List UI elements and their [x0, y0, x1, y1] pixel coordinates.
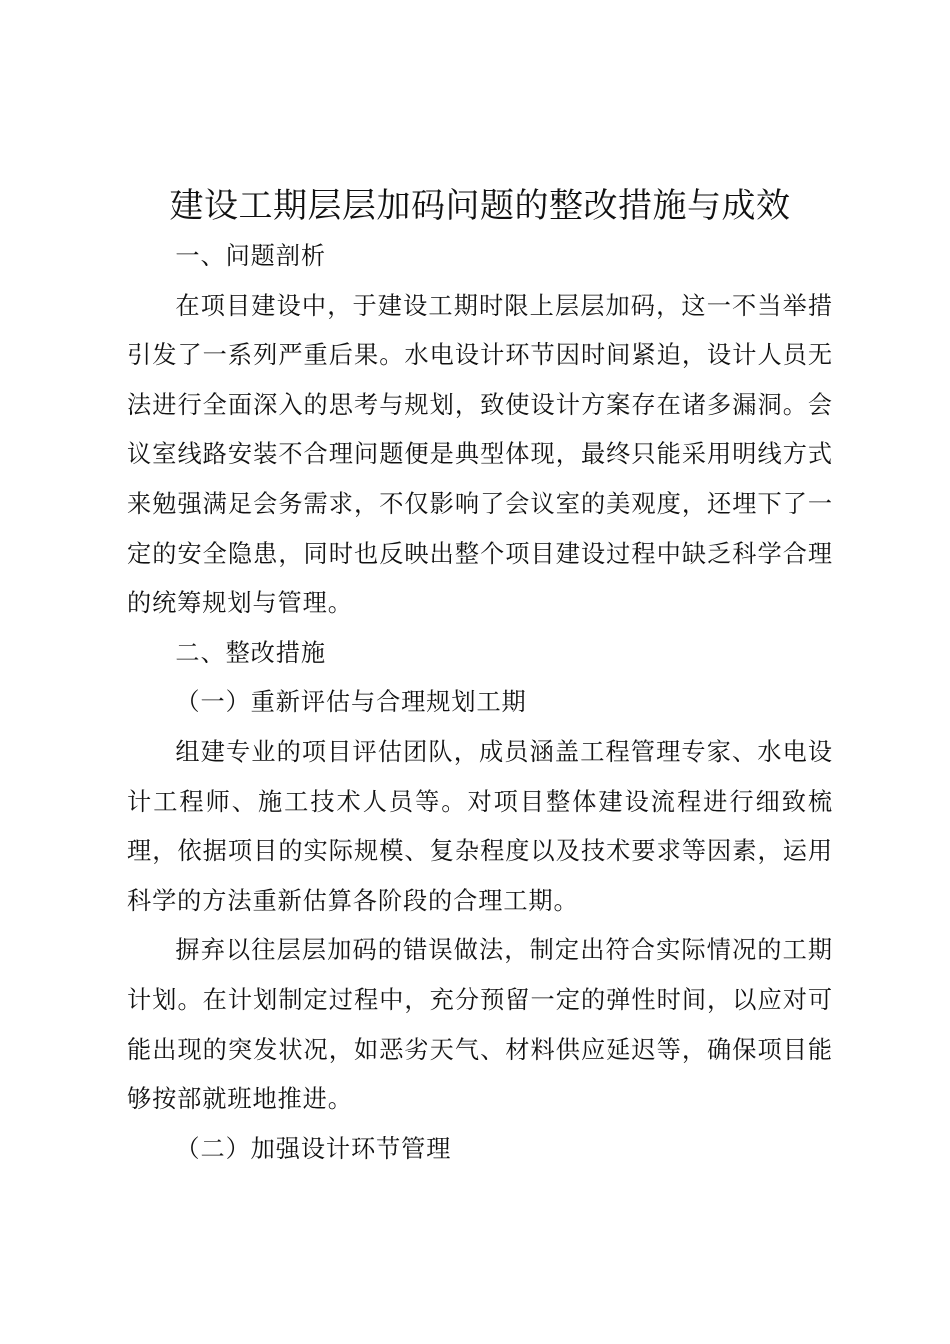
paragraph-evaluation-team: 组建专业的项目评估团队，成员涵盖工程管理专家、水电设计工程师、施工技术人员等。对项目整体建设流程进行细致梳理，依据项目的实际规模、复杂程度以及技术要求等因素，运用科学的方法重新估算各阶段的合理工期。 [127, 737, 833, 915]
section-heading-problem-analysis: 一、问题剖析 [175, 242, 326, 270]
paragraph-problem-analysis: 在项目建设中，于建设工期时限上层层加码，这一不当举措引发了一系列严重后果。水电设计环节因时间紧迫，设计人员无法进行全面深入的思考与规划，致使设计方案存在诸多漏洞。会议室线路安装不合理问题便是典型体现，最终只能采用明线方式来勉强满足会务需求，不仅影响了会议室的美观度，还埋下了一定的安全隐患，同时也反映出整个项目建设过程中缺乏科学合理的统筹规划与管理。 [127, 291, 833, 618]
document-body [127, 232, 833, 1174]
document-title: 建设工期层层加码问题的整改措施与成效 [169, 186, 791, 226]
subheading-design-management: （二）加强设计环节管理 [175, 1134, 452, 1163]
section-heading-rectification-measures: 二、整改措施 [175, 638, 326, 667]
paragraph-schedule-plan: 摒弃以往层层加码的错误做法，制定出符合实际情况的工期计划。在计划制定过程中，充分预留一定的弹性时间，以应对可能出现的突发状况，如恶劣天气、材料供应延迟等，确保项目能够按部就班地推进。 [127, 936, 833, 1114]
subheading-reassess-schedule: （一）重新评估与合理规划工期 [175, 688, 527, 717]
